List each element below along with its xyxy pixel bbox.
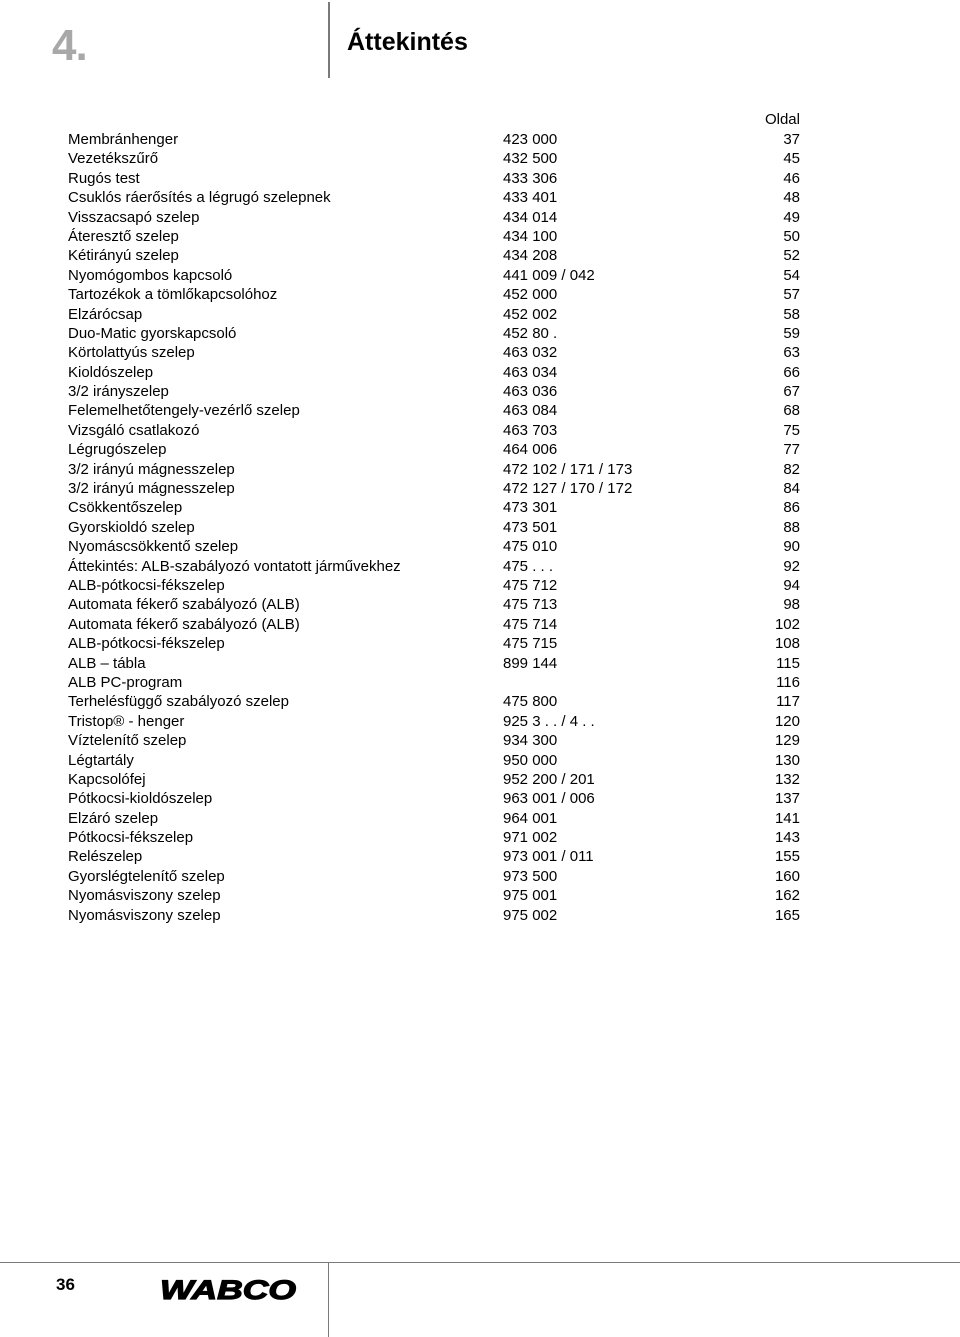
table-row [68, 712, 800, 731]
product-name: Visszacsapó szelep [68, 208, 200, 226]
product-number: 452 002 [503, 305, 558, 323]
page-reference: 66 [783, 363, 800, 381]
table-row [68, 498, 800, 517]
product-name: Víztelenítő szelep [68, 732, 187, 750]
page-reference: 115 [776, 654, 800, 672]
table-row [68, 343, 800, 362]
index-table [68, 130, 800, 925]
product-number: 973 001 / 011 [503, 848, 594, 866]
page-reference: 88 [783, 518, 800, 536]
footer-divider-line [0, 1262, 960, 1263]
table-row [68, 305, 800, 324]
table-row [68, 382, 800, 401]
table-row [68, 130, 800, 149]
page-reference: 160 [774, 867, 800, 885]
product-name: Nyomásviszony szelep [68, 906, 221, 924]
product-name: Felemelhetőtengely-vezérlő szelep [68, 402, 300, 420]
table-row [68, 149, 800, 168]
page-reference: 50 [783, 227, 800, 245]
product-number: 463 034 [503, 363, 558, 381]
table-row [68, 828, 800, 847]
table-row [68, 654, 800, 673]
page-reference: 129 [774, 732, 800, 750]
page-reference: 67 [783, 383, 800, 401]
table-row [68, 246, 800, 265]
product-name: Csuklós ráerősítés a légrugó szelepnek [68, 189, 331, 207]
product-number: 975 002 [503, 906, 558, 924]
page-reference: 54 [783, 266, 800, 284]
product-name: Relészelep [68, 848, 143, 866]
table-row [68, 673, 800, 692]
page-reference: 59 [783, 324, 800, 342]
page-reference: 98 [783, 596, 800, 614]
page-reference: 49 [783, 208, 800, 226]
product-name: Áteresztő szelep [68, 227, 179, 245]
table-row [68, 615, 800, 634]
page-reference: 84 [783, 480, 800, 498]
product-number: 963 001 / 006 [503, 790, 595, 808]
product-number: 475 712 [503, 576, 558, 594]
product-number: 973 500 [503, 867, 558, 885]
table-row [68, 479, 800, 498]
table-row [68, 440, 800, 459]
product-number: 925 3 . . / 4 . . [503, 712, 595, 730]
product-number: 432 500 [503, 150, 558, 168]
page-reference: 94 [783, 576, 800, 594]
page-reference: 57 [783, 286, 800, 304]
table-row [68, 401, 800, 420]
table-row [68, 169, 800, 188]
product-name: Áttekintés: ALB-szabályozó vontatott járművekhez [68, 557, 401, 575]
product-name: 3/2 irányszelep [68, 383, 169, 401]
product-number: 433 306 [503, 169, 558, 187]
page-reference: 92 [783, 557, 800, 575]
page-reference: 143 [774, 829, 800, 847]
product-name: Tartozékok a tömlőkapcsolóhoz [68, 286, 278, 304]
product-number: 464 006 [503, 441, 558, 459]
product-number: 964 001 [503, 809, 558, 827]
table-row [68, 518, 800, 537]
table-row [68, 227, 800, 246]
wabco-logo [160, 1276, 298, 1302]
product-number: 433 401 [503, 189, 558, 207]
page-reference: 46 [783, 169, 800, 187]
product-name: Rugós test [68, 169, 140, 187]
product-number: 975 001 [503, 887, 558, 905]
page-column-header: Oldal [764, 111, 800, 128]
product-name: Kétirányú szelep [68, 247, 179, 265]
table-row [68, 363, 800, 382]
product-number: 452 000 [503, 286, 558, 304]
product-name: Gyorslégtelenítő szelep [68, 867, 225, 885]
page-reference: 102 [774, 615, 800, 633]
product-number: 899 144 [503, 654, 558, 672]
product-number: 934 300 [503, 732, 558, 750]
table-row [68, 557, 800, 576]
table-row [68, 770, 800, 789]
page-reference: 155 [774, 848, 800, 866]
table-row [68, 460, 800, 479]
page-reference: 63 [783, 344, 800, 362]
page-reference: 132 [774, 770, 800, 788]
product-name: Automata fékerő szabályozó (ALB) [68, 615, 300, 633]
product-number: 472 127 / 170 / 172 [503, 480, 633, 498]
header-divider [328, 2, 330, 78]
page-reference: 141 [774, 809, 800, 827]
page-reference: 45 [783, 150, 800, 168]
table-row [68, 576, 800, 595]
chapter-title: Áttekintés [347, 28, 468, 56]
chapter-number: 4. [52, 21, 87, 70]
product-number: 971 002 [503, 829, 558, 847]
product-number: 950 000 [503, 751, 558, 769]
table-row [68, 324, 800, 343]
table-row [68, 188, 800, 207]
table-row [68, 421, 800, 440]
table-row [68, 906, 800, 925]
page-reference: 75 [783, 421, 800, 439]
svg-text:WABCO: WABCO [160, 1276, 296, 1302]
product-number: 423 000 [503, 131, 558, 148]
product-name: Tristop® - henger [68, 712, 185, 730]
product-number: 463 036 [503, 383, 558, 401]
product-name: Vezetékszűrő [68, 150, 159, 168]
product-number: 463 703 [503, 421, 558, 439]
product-name: Kapcsolófej [68, 770, 146, 788]
product-number: 475 715 [503, 635, 558, 653]
table-row [68, 847, 800, 866]
table-row [68, 731, 800, 750]
product-name: Elzáró szelep [68, 809, 159, 827]
table-row [68, 751, 800, 770]
page-reference: 82 [783, 460, 800, 478]
product-number: 434 208 [503, 247, 558, 265]
product-name: Légtartály [68, 751, 134, 769]
page-reference: 90 [783, 538, 800, 556]
product-name: Körtolattyús szelep [68, 344, 195, 362]
product-number: 475 714 [503, 615, 558, 633]
product-name: ALB-pótkocsi-fékszelep [68, 576, 225, 594]
page-reference: 108 [774, 635, 800, 653]
page-reference: 130 [774, 751, 800, 769]
page-reference: 58 [783, 305, 800, 323]
table-row [68, 789, 800, 808]
footer-vertical-divider [328, 1262, 329, 1337]
page-reference: 52 [783, 247, 800, 265]
product-name: Terhelésfüggő szabályozó szelep [68, 693, 289, 711]
product-name: Duo-Matic gyorskapcsoló [68, 324, 237, 342]
page-reference: 137 [774, 790, 800, 808]
product-name: Elzárócsap [68, 305, 143, 323]
table-row [68, 886, 800, 905]
product-name: ALB PC-program [68, 673, 183, 691]
product-name: Pótkocsi-kioldószelep [68, 790, 213, 808]
table-row [68, 634, 800, 653]
product-name: Nyomáscsökkentő szelep [68, 538, 239, 556]
table-row [68, 537, 800, 556]
page-reference: 77 [783, 441, 800, 459]
product-number: 463 032 [503, 344, 558, 362]
page-reference: 48 [783, 189, 800, 207]
page-reference: 116 [776, 673, 800, 691]
product-number: 434 014 [503, 208, 558, 226]
product-number: 463 084 [503, 402, 558, 420]
product-name: Nyomásviszony szelep [68, 887, 221, 905]
product-number: 434 100 [503, 227, 558, 245]
product-number: 475 713 [503, 596, 558, 614]
table-row [68, 867, 800, 886]
page-reference: 120 [774, 712, 800, 730]
product-number: 441 009 / 042 [503, 266, 595, 284]
page-reference: 117 [776, 693, 800, 711]
product-name: 3/2 irányú mágnesszelep [68, 460, 235, 478]
product-name: Kioldószelep [68, 363, 154, 381]
product-number: 473 301 [503, 499, 558, 517]
page-reference: 162 [774, 887, 800, 905]
product-number: 475 . . . [503, 557, 554, 575]
product-number: 952 200 / 201 [503, 770, 595, 788]
product-number: 475 010 [503, 538, 558, 556]
table-row [68, 266, 800, 285]
product-name: Vizsgáló csatlakozó [68, 421, 200, 439]
table-row [68, 809, 800, 828]
page-reference: 165 [774, 906, 800, 924]
table-row [68, 208, 800, 227]
product-number: 452 80 . [503, 324, 558, 342]
product-name: ALB-pótkocsi-fékszelep [68, 635, 225, 653]
table-row [68, 285, 800, 304]
page-reference: 68 [783, 402, 800, 420]
page-reference: 86 [783, 499, 800, 517]
page-number: 36 [56, 1275, 75, 1294]
product-name: Pótkocsi-fékszelep [68, 829, 194, 847]
product-name: ALB – tábla [68, 654, 146, 672]
product-name: Nyomógombos kapcsoló [68, 266, 233, 284]
product-name: Gyorskioldó szelep [68, 518, 195, 536]
product-number: 472 102 / 171 / 173 [503, 460, 633, 478]
product-name: Membránhenger [68, 131, 179, 148]
product-name: Csökkentőszelep [68, 499, 183, 517]
table-row [68, 595, 800, 614]
page-reference: 37 [783, 131, 800, 148]
product-name: Légrugószelep [68, 441, 167, 459]
product-number: 473 501 [503, 518, 558, 536]
table-row [68, 692, 800, 711]
product-number: 475 800 [503, 693, 558, 711]
product-name: Automata fékerő szabályozó (ALB) [68, 596, 300, 614]
product-name: 3/2 irányú mágnesszelep [68, 480, 235, 498]
